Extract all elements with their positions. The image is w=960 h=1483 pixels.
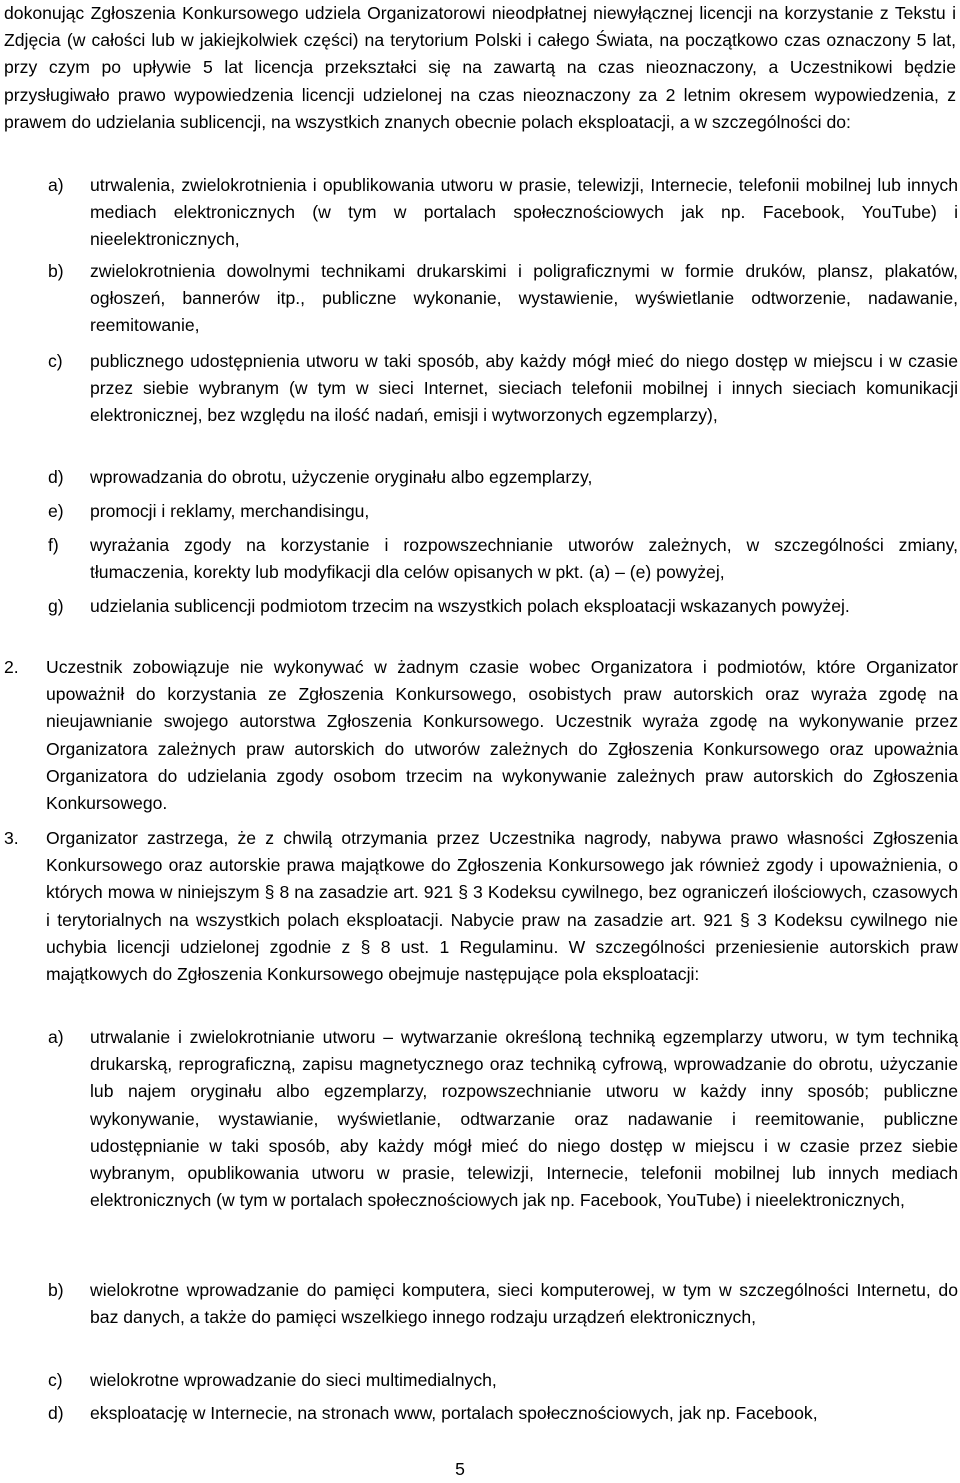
list-item bbox=[48, 172, 958, 254]
intro-paragraph: dokonując Zgłoszenia Konkursowego udziela Organizatorowi nieodpłatnej niewyłącznej licencji na korzystanie z Tekstu i Zdjęcia (w całości lub w jakiejkolwiek części) na terytorium Polski i całego Świata, na początkowo czas oznaczony 5 lat, przy czym po upływie 5 lat licencja przekształci się na zawartą na czas nieoznaczony, a Uczestnikowi będzie przysługiwało prawo wypowiedzenia licencji udzielonej na czas nieoznaczony za 2 letnim okresem wypowiedzenia, z prawem do udzielania sublicencji, na wszystkich znanych obecnie polach eksploatacji, a w szczególności do: bbox=[4, 3, 956, 132]
list-item bbox=[48, 1277, 958, 1331]
list-item bbox=[48, 258, 958, 340]
numbered-paragraph bbox=[4, 825, 958, 988]
list-item-label: d) bbox=[48, 467, 64, 487]
list-item-text: zwielokrotnienia dowolnymi technikami drukarskimi i poligraficznymi w formie druków, plansz, plakatów, ogłoszeń, bannerów itp., publiczne wykonanie, wystawienie, wyświetlanie odtworzenie, nadawanie, reemitowanie, bbox=[90, 261, 958, 336]
list-item-label: a) bbox=[48, 175, 64, 195]
paragraph-number: 2. bbox=[4, 657, 19, 677]
numbered-paragraph bbox=[4, 654, 958, 817]
list-item-label: g) bbox=[48, 596, 64, 616]
list-item-label: c) bbox=[48, 351, 63, 371]
list-item bbox=[48, 1400, 958, 1427]
list-item-text: wyrażania zgody na korzystanie i rozpowszechnianie utworów zależnych, w szczególności zmiany, tłumaczenia, korekty lub modyfikacji dla celów opisanych w pkt. (a) – (e) powyżej, bbox=[90, 535, 958, 583]
list-item-text: wielokrotne wprowadzanie do sieci multimedialnych, bbox=[90, 1370, 497, 1390]
list-item-label: b) bbox=[48, 261, 64, 281]
list-item-text: publicznego udostępnienia utworu w taki sposób, aby każdy mógł mieć do niego dostęp w miejscu i w czasie przez siebie wybranym (w tym w sieci Internet, sieciach telefonii mobilnej i innych sieciach komunikacji elektronicznej, bez względu na ilość nadań, emisji i wytworzonych egzemplarzy), bbox=[90, 351, 958, 426]
list-item-label: c) bbox=[48, 1370, 63, 1390]
list-item-text: utrwalenia, zwielokrotnienia i opublikowania utworu w prasie, telewizji, Internecie, telefonii mobilnej lub innych mediach elektronicznych (w tym w portalach społecznościowych jak np. Facebook, YouTube) i nieelektronicznych, bbox=[90, 175, 958, 250]
list-item-label: e) bbox=[48, 501, 64, 521]
paragraph-text: Uczestnik zobowiązuje nie wykonywać w żadnym czasie wobec Organizatora i podmiotów, które Organizator upoważnił do korzystania ze Zgłoszenia Konkursowego, osobistych praw autorskich oraz wyraża zgodę na nieujawnianie swojego autorstwa Zgłoszenia Konkursowego. Uczestnik wyraża zgodę na wykonywanie przez Organizatora zależnych praw autorskich do utworów zależnych do Zgłoszenia Konkursowego oraz upoważnia Organizatora do udzielania zgody osobom trzecim na wykonywanie zależnych praw autorskich do Zgłoszenia Konkursowego. bbox=[46, 657, 958, 814]
list-item-label: d) bbox=[48, 1403, 64, 1423]
list-item bbox=[48, 593, 958, 620]
list-item-text: eksploatację w Internecie, na stronach www, portalach społecznościowych, jak np. Facebook, bbox=[90, 1403, 818, 1423]
list-item bbox=[48, 348, 958, 430]
list-item bbox=[48, 1024, 958, 1214]
paragraph-text: Organizator zastrzega, że z chwilą otrzymania przez Uczestnika nagrody, nabywa prawo własności Zgłoszenia Konkursowego oraz autorskie prawa majątkowe do Zgłoszenia Konkursowego jak również zgody i upoważnienia, o których mowa w niniejszym § 8 na zasadzie art. 921 § 3 Kodeksu cywilnego, bez ograniczeń ilościowych, czasowych i terytorialnych na wszystkich polach eksploatacji. Nabycie praw na zasadzie art. 921 § 3 Kodeksu cywilnego nie uchybia licencji udzielonej zgodnie z § 8 ust. 1 Regulaminu. W szczególności przeniesienie autorskich praw majątkowych do Zgłoszenia Konkursowego obejmuje następujące pola eksploatacji: bbox=[46, 828, 958, 985]
page-number: 5 bbox=[455, 1459, 465, 1479]
paragraph-number: 3. bbox=[4, 828, 19, 848]
list-item bbox=[48, 498, 958, 525]
list-item-text: utrwalanie i zwielokrotnianie utworu – wytwarzanie określoną techniką egzemplarzy utworu, w tym techniką drukarską, reprograficzną, zapisu magnetycznego oraz techniką cyfrową, wprowadzanie do obrotu, użyczanie lub najem oryginału albo egzemplarzy, rozpowszechnianie utworu w każdy inny sposób; publiczne wykonywanie, wystawianie, wyświetlanie, odtwarzanie oraz nadawanie i reemitowanie, publiczne udostępnianie w taki sposób, aby każdy mógł mieć do niego dostęp w miejscu i w czasie przez siebie wybranym, opublikowania utworu w prasie, telewizji, Internecie, telefonii mobilnej lub innych mediach elektronicznych (w tym w portalach społecznościowych jak np. Facebook, YouTube) i nieelektronicznych, bbox=[90, 1027, 958, 1211]
list-item-label: f) bbox=[48, 535, 59, 555]
list-item bbox=[48, 1367, 958, 1394]
list-item-text: udzielania sublicencji podmiotom trzecim na wszystkich polach eksploatacji wskazanych powyżej. bbox=[90, 596, 850, 616]
list-item bbox=[48, 532, 958, 586]
list-item-text: promocji i reklamy, merchandisingu, bbox=[90, 501, 370, 521]
list-item bbox=[48, 464, 958, 491]
list-item-label: a) bbox=[48, 1027, 64, 1047]
list-item-text: wprowadzania do obrotu, użyczenie oryginału albo egzemplarzy, bbox=[90, 467, 593, 487]
list-item-text: wielokrotne wprowadzanie do pamięci komputera, sieci komputerowej, w tym w szczególności Internetu, do baz danych, a także do pamięci wszelkiego innego rodzaju urządzeń elektronicznych, bbox=[90, 1280, 958, 1328]
list-item-label: b) bbox=[48, 1280, 64, 1300]
